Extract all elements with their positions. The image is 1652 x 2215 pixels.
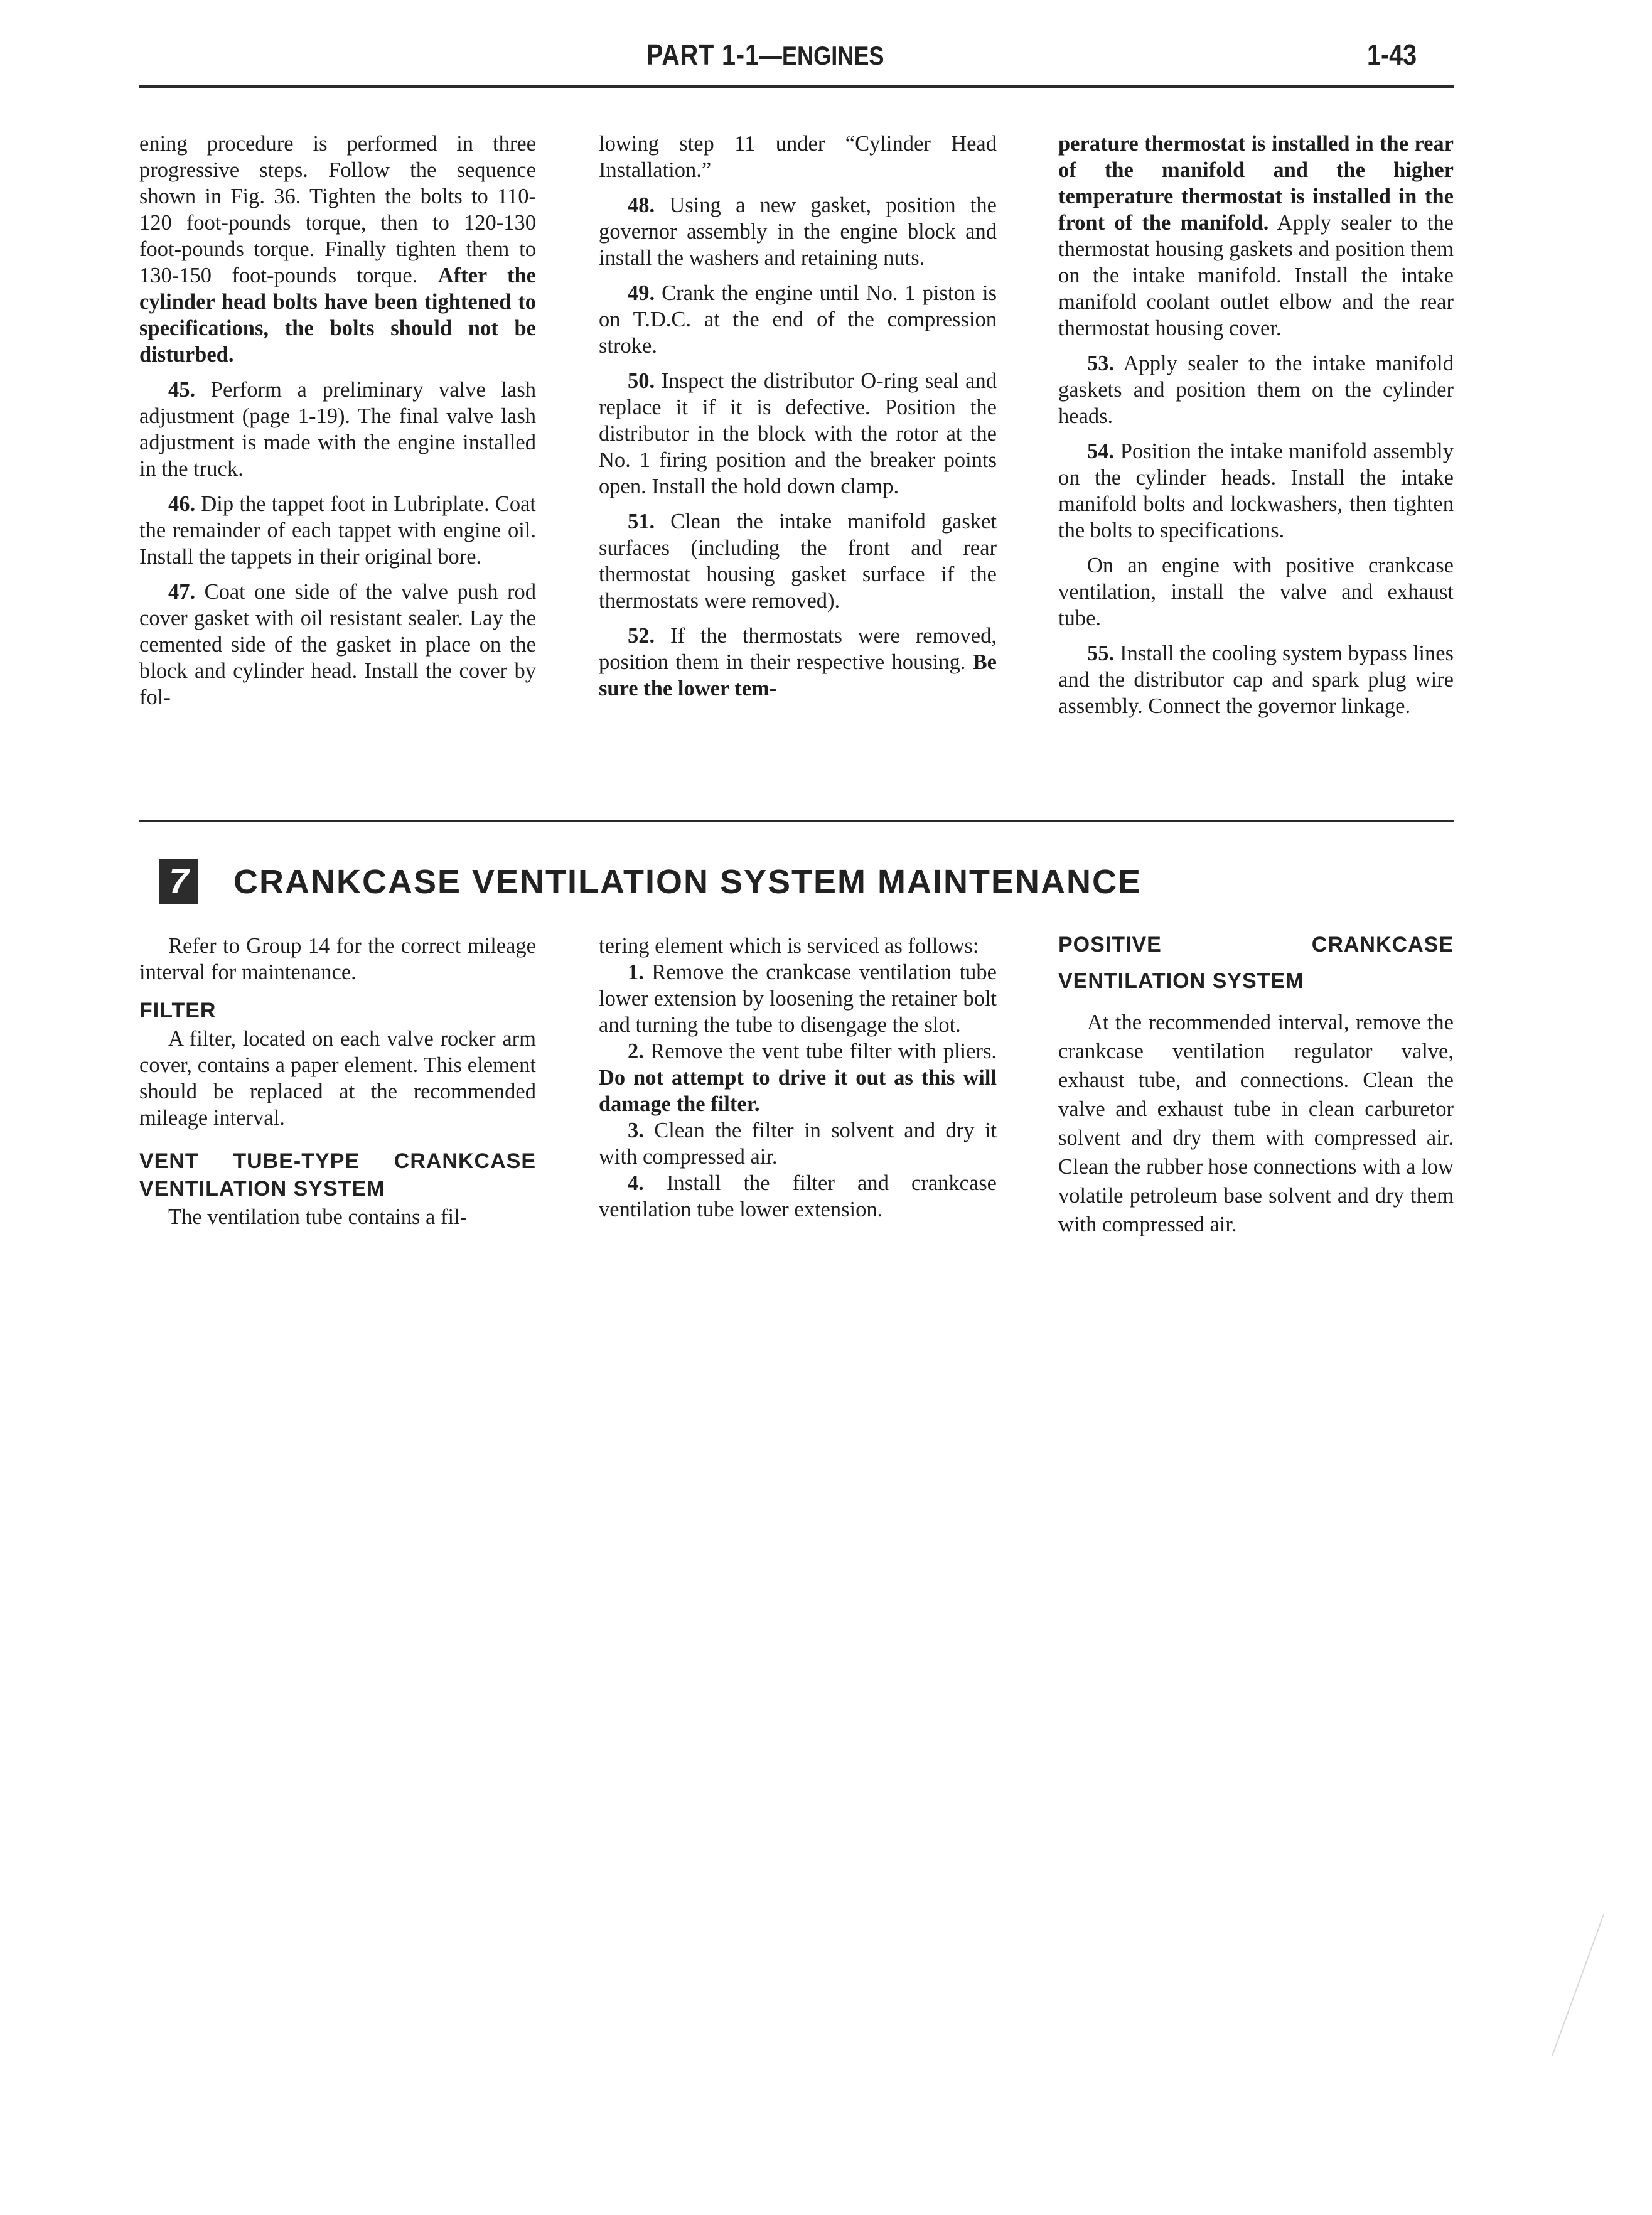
step-3: 3. Clean the filter in solvent and dry it with compressed air.	[599, 1118, 997, 1169]
step-53: 53. Apply sealer to the intake manifold gaskets and position them on the cylinder heads.	[1058, 351, 1454, 428]
step-48: 48. Using a new gasket, position the governor assembly in the engine block and install the washers and retaining nuts.	[599, 193, 997, 270]
step-45: 45. Perform a preliminary valve lash adjustment (page 1-19). The final valve lash adjustment is made with the engine installed in the truck.	[139, 378, 536, 481]
step-47: 47. Coat one side of the valve push rod cover gasket with oil resistant sealer. Lay the cemented side of the gasket in place on the block and cylinder head. Install the cover by fol-	[139, 580, 536, 709]
header-part: PART 1-1	[646, 38, 759, 71]
paragraph-vent-tube: The ventilation tube contains a fil-	[168, 1205, 468, 1229]
section7-column-2	[599, 933, 997, 1223]
step-4: 4. Install the filter and crankcase ventilation tube lower extension.	[599, 1171, 997, 1221]
page-header-title	[646, 38, 884, 72]
heading-filter: FILTER	[139, 999, 217, 1022]
page-number: 1-43	[1367, 38, 1417, 71]
top-column-2	[599, 131, 997, 711]
section7-column-1	[139, 933, 536, 1239]
step-51: 51. Clean the intake manifold gasket surfaces (including the front and rear thermostat housing gasket surface if the thermostats were removed).	[599, 510, 997, 613]
step-2: 2. Remove the vent tube filter with pliers. Do not attempt to drive it out as this will damage the filter.	[599, 1039, 997, 1116]
section-title: CRANKCASE VENTILATION SYSTEM MAINTENANCE	[233, 863, 1142, 901]
paragraph-torque-sequence: ening procedure is performed in three progressive steps. Follow the sequence shown in Fig. 36. Tighten the bolts to 110-120 foot-pounds torque, then to 120-130 foot-pounds torque. Finally tighten them to 130-150 foot-pounds torque. After the cylinder head bolts have been tightened to specifications, the bolts should not be disturbed.	[139, 132, 536, 367]
heading-vent-tube: VENT TUBE-TYPE CRANKCASE VENTILATION SYSTEM	[139, 1149, 536, 1201]
step-52: 52. If the thermostats were removed, position them in their respective housing. Be sure the lower tem-	[599, 624, 997, 700]
header-section: ENGINES	[781, 41, 884, 70]
step-1: 1. Remove the crankcase ventilation tube lower extension by loosening the retainer bolt and turning the tube to disengage the slot.	[599, 960, 997, 1037]
paragraph-thermostat: perature thermostat is installed in the rear of the manifold and the higher temperature thermostat is installed in the front of the manifold. Apply sealer to the thermostat housing gaskets and position them on the intake manifold. Install the intake manifold coolant outlet elbow and the rear thermostat housing cover.	[1058, 132, 1454, 340]
heading-positive-crankcase: POSITIVE CRANKCASE VENTILATION SYSTEM	[1058, 933, 1454, 993]
paragraph-continuation: lowing step 11 under “Cylinder Head Installation.”	[599, 132, 997, 182]
step-49: 49. Crank the engine until No. 1 piston is on T.D.C. at the end of the compression stroke.	[599, 281, 997, 358]
step-46: 46. Dip the tappet foot in Lubriplate. Coat the remainder of each tappet with engine oil. Install the tappets in their original bore.	[139, 492, 536, 569]
step-54: 54. Position the intake manifold assembly on the cylinder heads. Install the intake manifold bolts and lockwashers, then tighten the bolts to specifications.	[1058, 439, 1454, 542]
step-50: 50. Inspect the distributor O-ring seal and replace it if it is defective. Position the distributor in the block with the rotor at the No. 1 firing position and the breaker points open. Install the hold down clamp.	[599, 369, 997, 498]
section-number-badge: 7	[159, 859, 198, 904]
paragraph-filter-element: tering element which is serviced as follows:	[599, 934, 979, 958]
header-dash: —	[759, 41, 782, 70]
scan-artifact	[1552, 1914, 1607, 2057]
top-column-1	[139, 131, 536, 719]
top-column-3	[1058, 131, 1454, 728]
paragraph-positive-crankcase: At the recommended interval, remove the crankcase ventilation regulator valve, exhaust tube, and connections. Clean the valve and exhaust tube in clean carburetor solvent and dry them with compressed air. Clean the rubber hose connections with a low volatile petroleum base solvent and dry them with compressed air.	[1058, 1011, 1454, 1236]
header-rule	[139, 85, 1454, 88]
paragraph-filter: A filter, located on each valve rocker arm cover, contains a paper element. This element should be replaced at the recommended mileage interval.	[139, 1027, 536, 1130]
paragraph-intro: Refer to Group 14 for the correct mileage interval for maintenance.	[139, 934, 536, 984]
paragraph-pcv-note: On an engine with positive crankcase ventilation, install the valve and exhaust tube.	[1058, 554, 1454, 630]
section-divider-rule	[139, 820, 1454, 822]
step-55: 55. Install the cooling system bypass lines and the distributor cap and spark plug wire assembly. Connect the governor linkage.	[1058, 641, 1454, 718]
section7-column-3	[1058, 926, 1454, 1248]
